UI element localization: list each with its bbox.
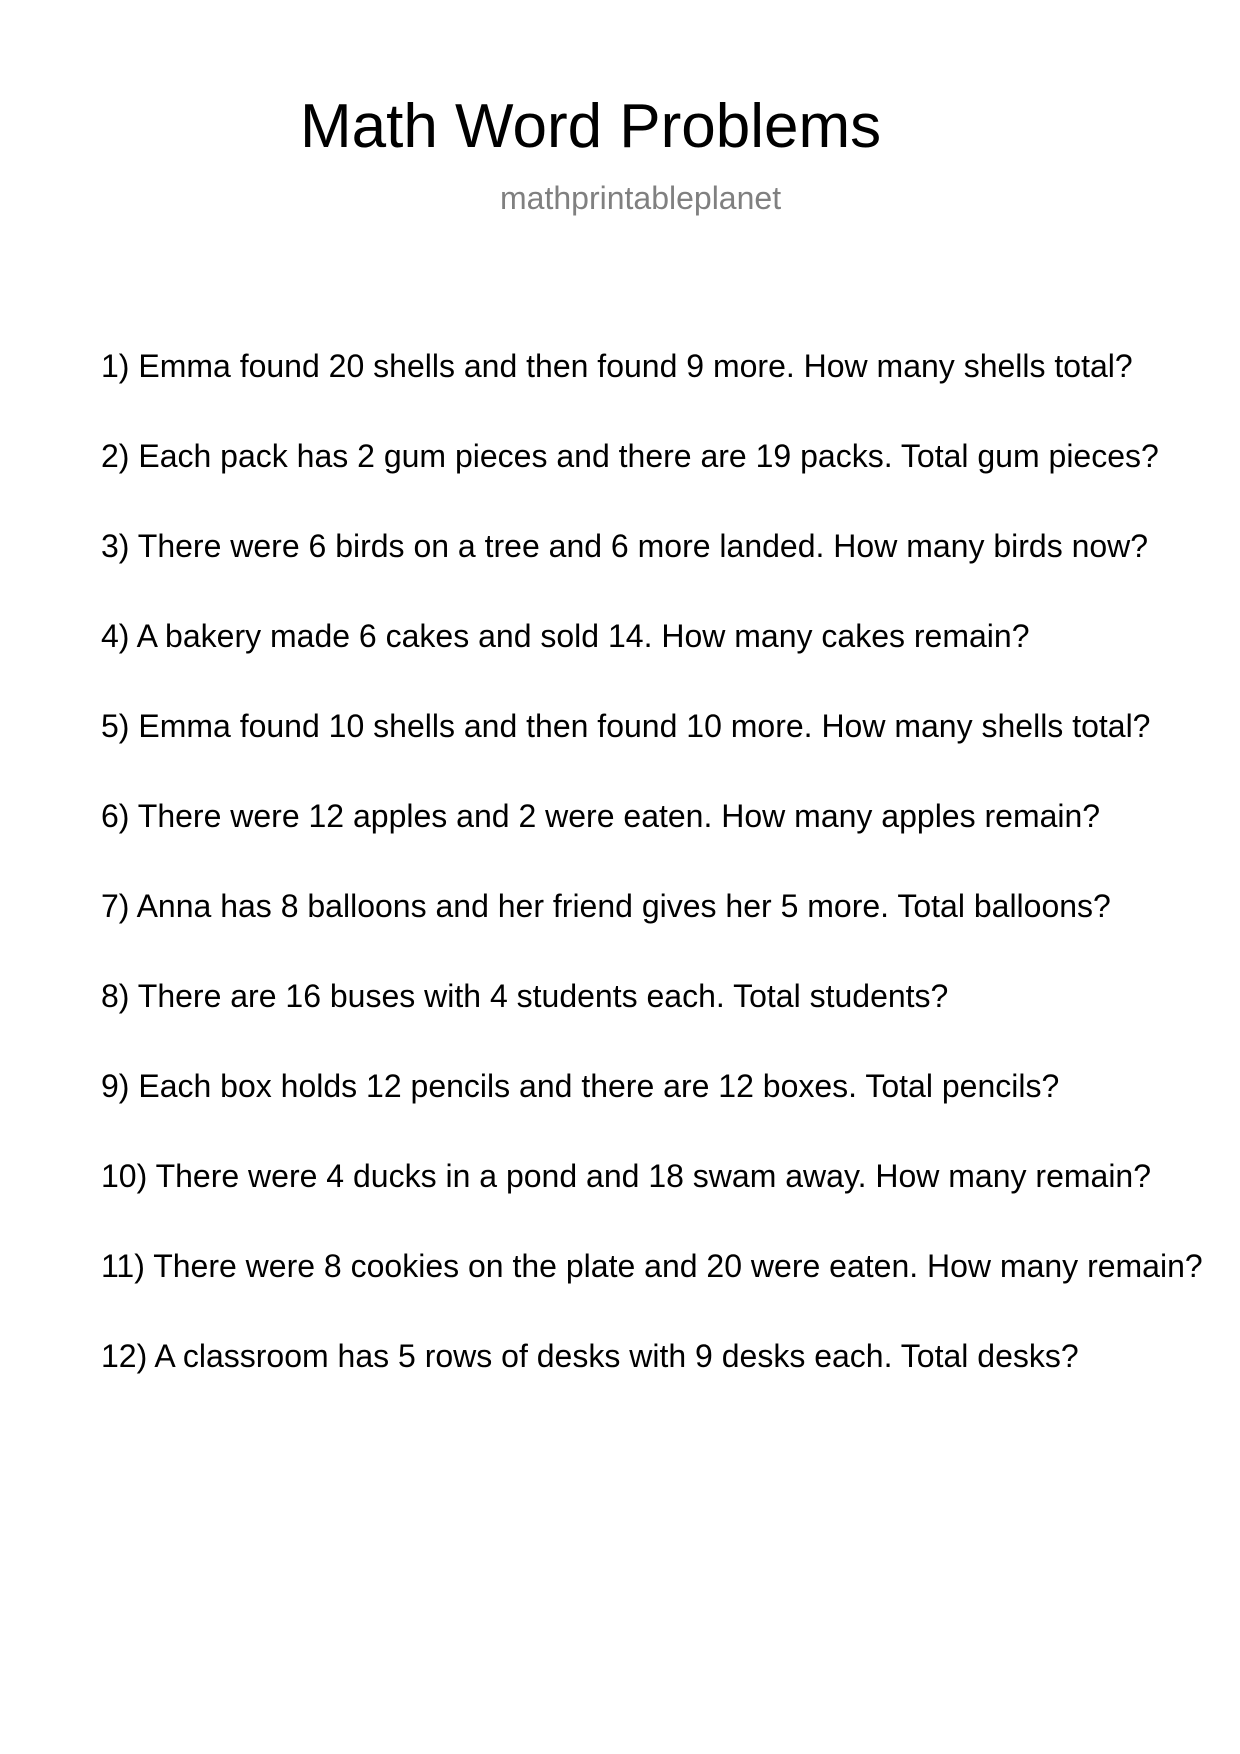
problem-item: 8) There are 16 buses with 4 students each. Total students? — [101, 978, 949, 1014]
problem-item: 2) Each pack has 2 gum pieces and there are 19 packs. Total gum pieces? — [101, 438, 1159, 474]
problem-item: 1) Emma found 20 shells and then found 9 more. How many shells total? — [101, 348, 1133, 384]
problem-item: 10) There were 4 ducks in a pond and 18 swam away. How many remain? — [101, 1158, 1152, 1194]
problem-item: 7) Anna has 8 balloons and her friend gives her 5 more. Total balloons? — [101, 888, 1111, 924]
problem-item: 3) There were 6 birds on a tree and 6 more landed. How many birds now? — [101, 528, 1149, 564]
problem-item: 9) Each box holds 12 pencils and there are 12 boxes. Total pencils? — [101, 1068, 1060, 1104]
page-subtitle: mathprintableplanet — [500, 180, 782, 216]
problem-list — [101, 350, 1203, 1430]
problem-item: 12) A classroom has 5 rows of desks with 9 desks each. Total desks? — [101, 1338, 1079, 1374]
problem-item: 4) A bakery made 6 cakes and sold 14. How many cakes remain? — [101, 618, 1030, 654]
problem-item: 11) There were 8 cookies on the plate and 20 were eaten. How many remain? — [101, 1248, 1203, 1284]
page-title: Math Word Problems — [300, 92, 882, 161]
problem-item: 5) Emma found 10 shells and then found 10 more. How many shells total? — [101, 708, 1151, 744]
problem-item: 6) There were 12 apples and 2 were eaten. How many apples remain? — [101, 798, 1101, 834]
